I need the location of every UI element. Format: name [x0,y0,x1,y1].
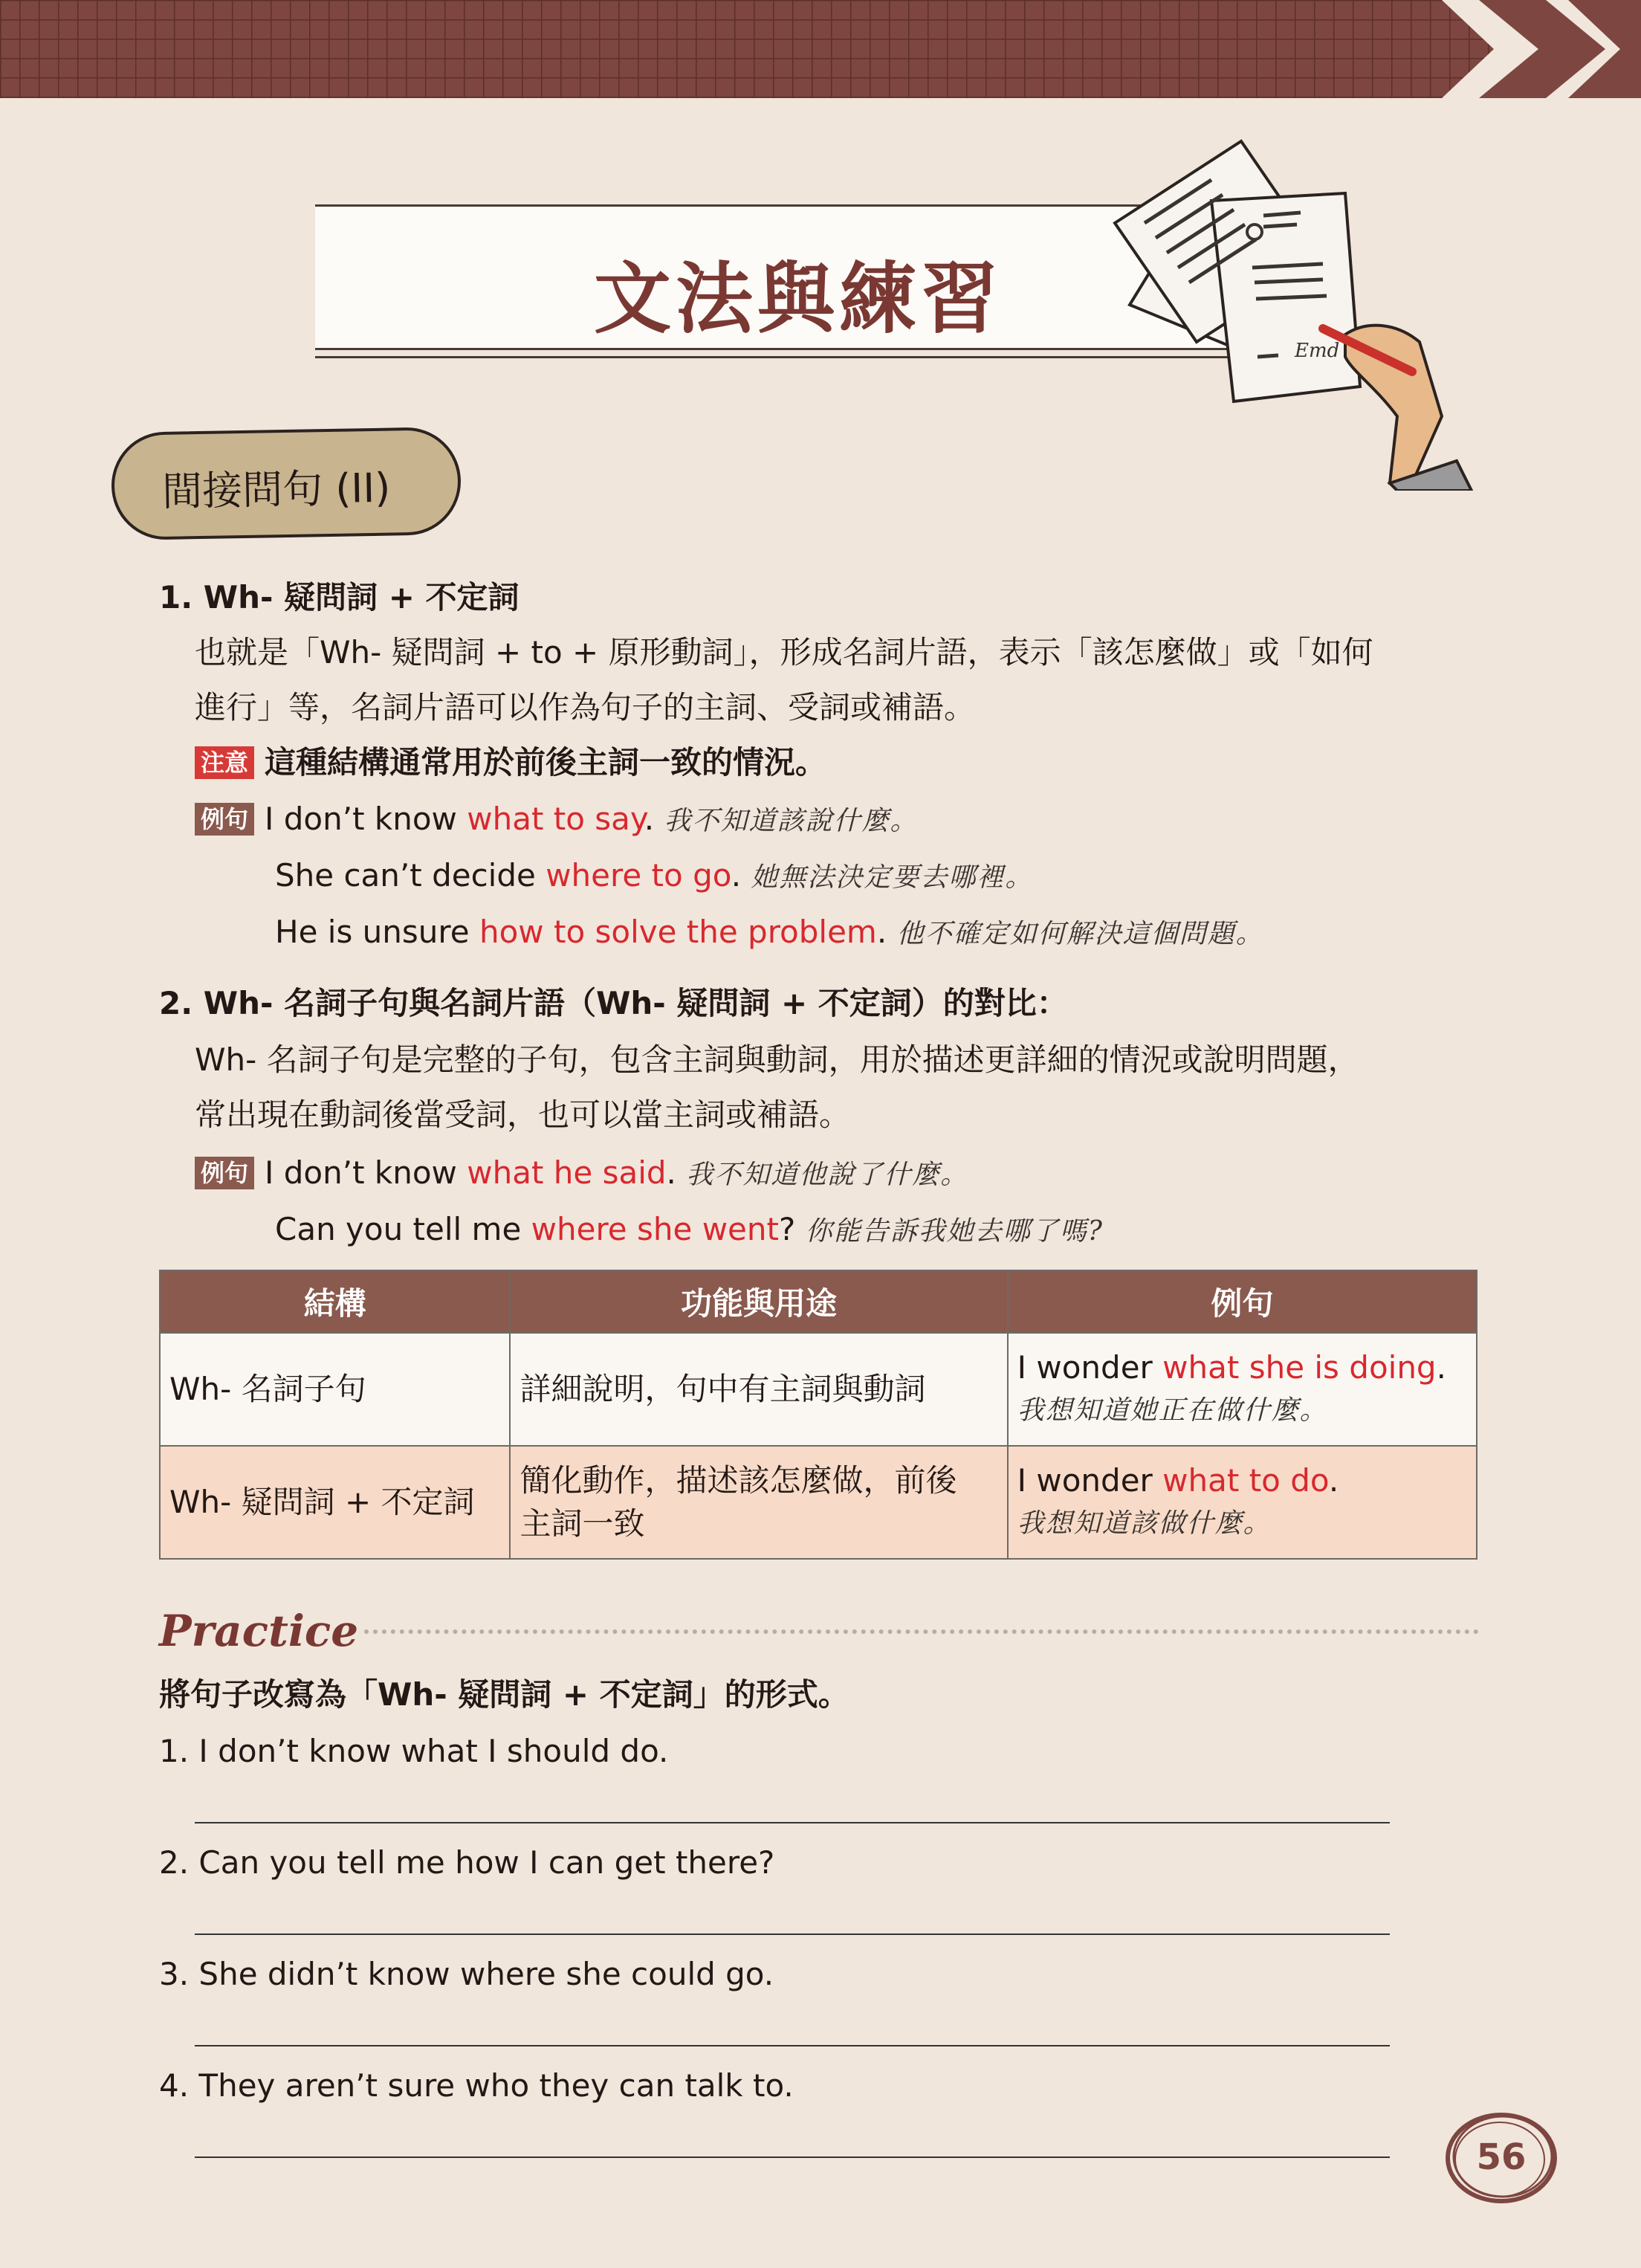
table-cell-structure: Wh- 名詞子句 [160,1333,510,1446]
example-tag: 例句 [195,1157,254,1189]
example-text: I don’t know [265,1154,467,1191]
example-punct: . [666,1154,676,1191]
top-grid-banner [0,0,1641,98]
point1-example-1 [195,798,919,842]
note-tag: 注意 [195,746,254,779]
table-cell-function: 詳細說明，句中有主詞與動詞 [510,1333,1007,1446]
note-text: 這種結構通常用於前後主詞一致的情況。 [265,744,827,781]
example-highlight: how to solve the problem [479,914,877,950]
example-translation: 我不知道該說什麼。 [664,806,919,836]
example-highlight: what she is doing [1162,1349,1437,1386]
example-punct: . [644,801,655,837]
example-highlight: what to do [1162,1462,1329,1499]
point2-heading: 2. Wh- 名詞子句與名詞片語（Wh- 疑問詞 + 不定詞）的對比： [159,985,1068,1021]
page-number: 56 [1476,2136,1527,2178]
table-cell-structure: Wh- 疑問詞 + 不定詞 [160,1446,510,1559]
section-label-pill [111,427,462,540]
table-cell-example [1008,1446,1477,1559]
example-translation: 他不確定如何解決這個問題。 [896,919,1264,949]
table-row [160,1333,1477,1446]
answer-line-4[interactable] [195,2156,1390,2158]
table-row [160,1446,1477,1559]
point1-example-2 [275,855,1033,899]
paper-signature: Emd [1295,340,1340,362]
table-cell-example [1008,1333,1477,1446]
table-cell-function [510,1446,1007,1559]
papers-and-pen-illustration [1100,134,1486,491]
answer-line-3[interactable] [195,2045,1390,2046]
point2-desc-line2: 常出現在動詞後當受詞，也可以當主詞或補語。 [195,1096,851,1133]
practice-item-3: 3. She didn’t know where she could go. [159,1956,774,1992]
example-text: He is unsure [275,914,479,950]
example-translation: 我想知道她正在做什麼。 [1017,1395,1328,1426]
answer-line-2[interactable] [195,1933,1390,1935]
point2-example-2 [275,1209,1104,1253]
example-highlight: what to say [467,801,644,837]
practice-title: Practice [159,1606,359,1656]
point1-heading: 1. Wh- 疑問詞 + 不定詞 [159,579,520,616]
example-text: Can you tell me [275,1211,531,1247]
example-tag: 例句 [195,803,254,836]
example-text: I wonder [1017,1462,1163,1499]
comparison-table [159,1270,1477,1560]
table-header: 功能與用途 [510,1270,1007,1333]
practice-instruction: 將句子改寫為「Wh- 疑問詞 + 不定詞」的形式。 [159,1676,849,1713]
section-label: 間接問句 (II) [161,464,391,515]
example-punct: ? [778,1211,796,1247]
practice-item-4: 4. They aren’t sure who they can talk to. [159,2067,794,2104]
example-translation: 我想知道該做什麼。 [1017,1508,1272,1539]
table-header-row [160,1270,1477,1333]
point1-note [195,742,826,784]
function-line: 簡化動作，描述該怎麼做，前後 [520,1462,957,1499]
table-header: 例句 [1008,1270,1477,1333]
function-line: 主詞一致 [520,1505,645,1542]
example-punct: . [731,857,742,894]
example-text: I wonder [1017,1349,1163,1386]
example-text: She can’t decide [275,857,546,894]
table-header: 結構 [160,1270,510,1333]
example-punct: . [876,914,887,950]
practice-item-2: 2. Can you tell me how I can get there? [159,1844,775,1881]
point2-desc-line1: Wh- 名詞子句是完整的子句，包含主詞與動詞，用於描述更詳細的情況或說明問題， [195,1041,1359,1078]
point1-desc-line1: 也就是「Wh- 疑問詞 + to + 原形動詞」，形成名詞片語，表示「該怎麼做」或「如何 [195,634,1373,671]
point1-desc-line2: 進行」等，名詞片語可以作為句子的主詞、受詞或補語。 [195,689,976,726]
answer-line-1[interactable] [195,1822,1390,1823]
point2-example-1 [195,1152,968,1196]
example-highlight: where to go [546,857,731,894]
example-punct: . [1436,1349,1446,1386]
practice-item-1: 1. I don’t know what I should do. [159,1733,669,1769]
example-text: I don’t know [265,801,467,837]
example-translation: 她無法決定要去哪裡。 [751,862,1034,893]
dotted-divider [364,1629,1479,1634]
example-punct: . [1328,1462,1339,1499]
page-title: 文法與練習 [593,253,1003,344]
point1-example-3 [275,911,1264,955]
example-translation: 我不知道他說了什麼。 [686,1160,969,1190]
example-highlight: what he said [467,1154,667,1191]
example-translation: 你能告訴我她去哪了嗎? [805,1216,1104,1247]
page-number-badge [1442,2110,1561,2206]
example-highlight: where she went [531,1211,779,1247]
